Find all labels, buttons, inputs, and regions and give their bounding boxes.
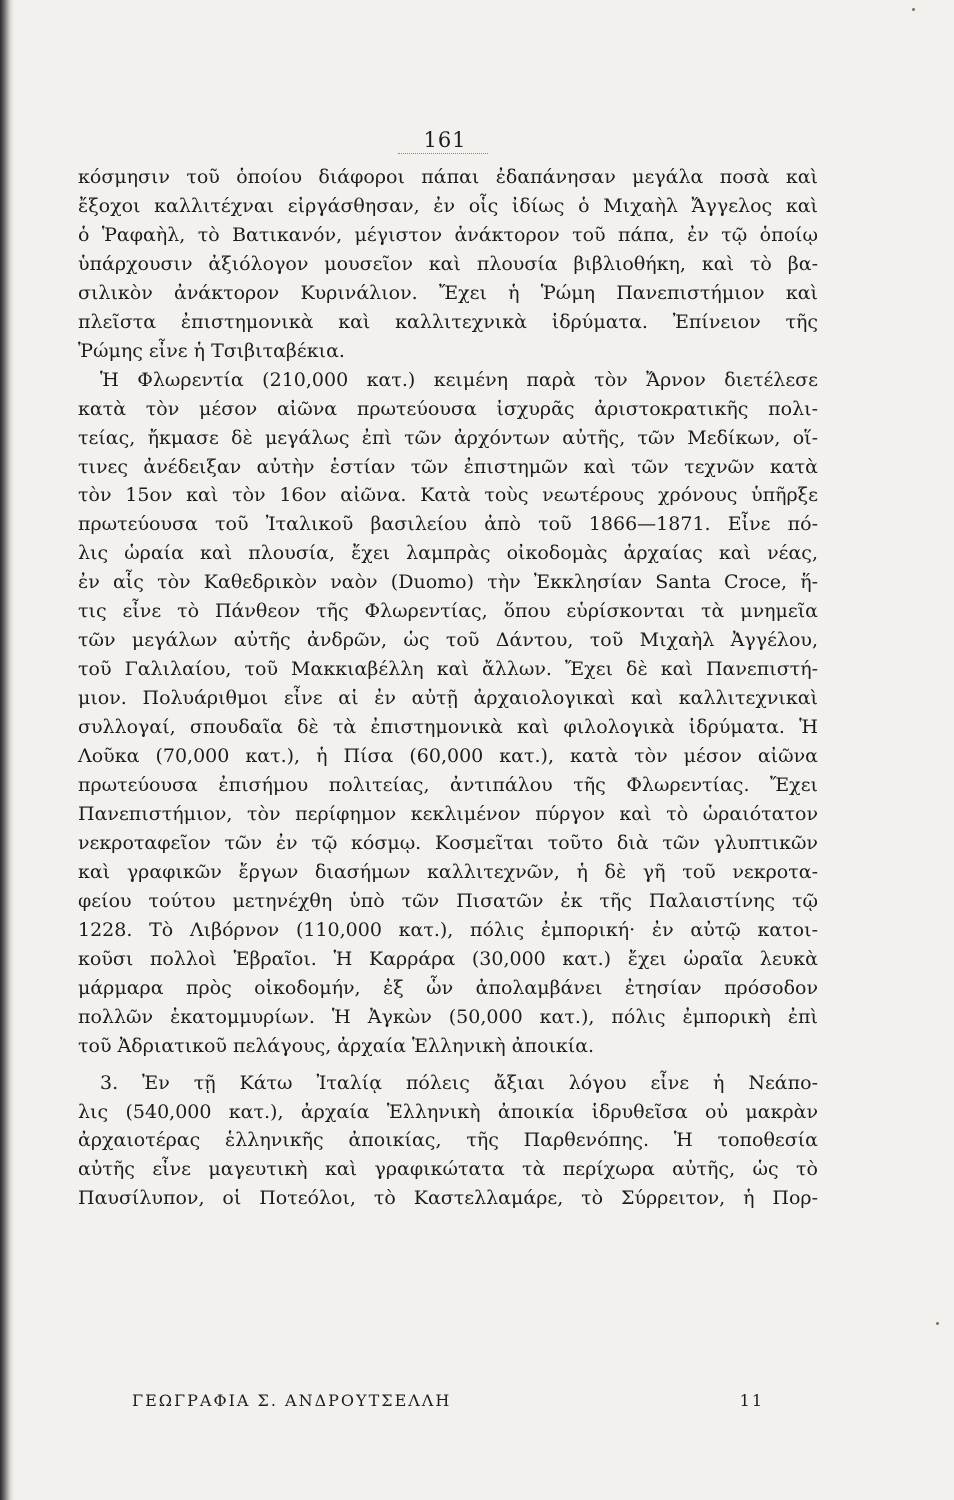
text-line: Ῥώμης εἶνε ἡ Τσιβιταβέκια. bbox=[78, 339, 345, 362]
text-line: Παυσίλυπον, οἱ Ποτεόλοι, τὸ Καστελλαμάρε, τὸ Σύρρειτον, ἡ Πορ- bbox=[78, 1187, 818, 1210]
binding-edge bbox=[0, 0, 14, 1500]
text-line: πολλῶν ἑκατομμυρίων. Ἡ Ἀγκὼν (50,000 κατ.), πόλις ἐμπορικὴ ἐπὶ bbox=[78, 1005, 818, 1028]
text-line: αὐτῆς εἶνε μαγευτικὴ καὶ γραφικώτατα τὰ περίχωρα αὐτῆς, ὡς τὸ bbox=[78, 1158, 818, 1181]
text-line: τὸν 15ον καὶ τὸν 16ον αἰῶνα. Κατὰ τοὺς νεωτέρους χρόνους ὑπῆρξε bbox=[78, 484, 818, 507]
text-line: τοῦ Γαλιλαίου, τοῦ Μακκιαβέλλη καὶ ἄλλων. Ἔχει δὲ καὶ Πανεπιστή- bbox=[78, 658, 818, 681]
text-line: μάρμαρα πρὸς οἰκοδομήν, ἐξ ὧν ἀπολαμβάνει ἐτησίαν πρόσοδον bbox=[78, 976, 818, 999]
body-text bbox=[78, 163, 818, 1213]
text-line: πλεῖστα ἐπιστημονικὰ καὶ καλλιτεχνικὰ ἱδρύματα. Ἐπίνειον τῆς bbox=[78, 310, 818, 333]
text-line: Πανεπιστήμιον, τὸν περίφημον κεκλιμένον πύργον καὶ τὸ ὡραιότατον bbox=[78, 802, 818, 825]
text-line: πρωτεύουσα τοῦ Ἰταλικοῦ βασιλείου ἀπὸ τοῦ 1866—1871. Εἶνε πό- bbox=[78, 513, 818, 536]
text-line: τοῦ Ἀδριατικοῦ πελάγους, ἀρχαία Ἑλληνικὴ ἀποικία. bbox=[78, 1034, 595, 1057]
header-rule bbox=[398, 153, 488, 154]
text-line: τῶν μεγάλων αὐτῆς ἀνδρῶν, ὡς τοῦ Δάντου, τοῦ Μιχαὴλ Ἀγγέλου, bbox=[78, 629, 818, 652]
printer-signature: ΓΕΩΓΡΑΦΙΑ Σ. ΑΝΔΡΟΥΤΣΕΛΛΗ bbox=[132, 1391, 452, 1410]
text-line: λις ὡραία καὶ πλουσία, ἔχει λαμπρὰς οἰκοδομὰς ἀρχαίας καὶ νέας, bbox=[78, 542, 818, 565]
text-line: ὁ Ῥαφαὴλ, τὸ Βατικανόν, μέγιστον ἀνάκτορον τοῦ πάπα, ἐν τῷ ὁποίῳ bbox=[78, 223, 818, 246]
text-line: συλλογαί, σπουδαῖα δὲ τὰ ἐπιστημονικὰ καὶ φιλολογικὰ ἱδρύματα. Ἡ bbox=[78, 716, 818, 739]
text-line: Λοῦκα (70,000 κατ.), ἡ Πίσα (60,000 κατ.), κατὰ τὸν μέσον αἰῶνα bbox=[78, 745, 818, 768]
text-line: ὑπάρχουσιν ἀξιόλογον μουσεῖον καὶ πλουσία βιβλιοθήκη, καὶ τὸ βα- bbox=[78, 252, 818, 275]
text-line: κόσμησιν τοῦ ὁποίου διάφοροι πάπαι ἐδαπάνησαν μεγάλα ποσὰ καὶ bbox=[78, 166, 818, 188]
text-line: λις (540,000 κατ.), ἀρχαία Ἑλληνικὴ ἀποικία ἱδρυθεῖσα οὐ μακρὰν bbox=[78, 1100, 818, 1123]
text-line: κοῦσι πολλοὶ Ἑβραῖοι. Ἡ Καρράρα (30,000 κατ.) ἔχει ὡραῖα λευκὰ bbox=[78, 947, 818, 970]
sheet-number: 11 bbox=[739, 1391, 764, 1410]
paper-speck bbox=[912, 8, 915, 11]
section-heading-line: 3. Ἐν τῇ Κάτω Ἰταλίᾳ πόλεις ἄξιαι λόγου εἶνε ἡ Νεάπο- bbox=[100, 1071, 818, 1094]
text-line: τινες ἀνέδειξαν αὐτὴν ἑστίαν τῶν ἐπιστημῶν καὶ τῶν τεχνῶν κατὰ bbox=[78, 455, 818, 478]
text-line: φείου τούτου μετηνέχθη ὑπὸ τῶν Πισατῶν ἐκ τῆς Παλαιστίνης τῷ bbox=[78, 889, 818, 912]
text-line: τείας, ἤκμασε δὲ μεγάλως ἐπὶ τῶν ἀρχόντων αὐτῆς, τῶν Μεδίκων, οἵ- bbox=[78, 426, 818, 449]
text-line: σιλικὸν ἀνάκτορον Κυρινάλιον. Ἔχει ἡ Ῥώμη Πανεπιστήμιον καὶ bbox=[78, 281, 818, 304]
text-line: 1228. Τὸ Λιβόρνον (110,000 κατ.), πόλις ἐμπορική· ἐν αὐτῷ κατοι- bbox=[78, 918, 818, 941]
text-line: νεκροταφεῖον τῶν ἐν τῷ κόσμῳ. Κοσμεῖται τοῦτο διὰ τῶν γλυπτικῶν bbox=[78, 831, 818, 854]
text-line: κατὰ τὸν μέσον αἰῶνα πρωτεύουσα ἰσχυρᾶς ἀριστοκρατικῆς πολι- bbox=[78, 397, 818, 420]
page-number: 161 bbox=[423, 128, 467, 152]
paragraph-start-line: Ἡ Φλωρεντία (210,000 κατ.) κειμένη παρὰ τὸν Ἄρνον διετέλεσε bbox=[100, 368, 818, 391]
paper-speck bbox=[936, 1322, 939, 1325]
text-line: καὶ γραφικῶν ἔργων διασήμων καλλιτεχνῶν, ἡ δὲ γῆ τοῦ νεκροτα- bbox=[78, 860, 818, 883]
text-line: ἔξοχοι καλλιτέχναι εἰργάσθησαν, ἐν οἷς ἰδίως ὁ Μιχαὴλ Ἄγγελος καὶ bbox=[78, 194, 818, 217]
text-line: τις εἶνε τὸ Πάνθεον τῆς Φλωρεντίας, ὅπου εὑρίσκονται τὰ μνημεῖα bbox=[78, 600, 818, 623]
text-line: μιον. Πολυάριθμοι εἶνε αἱ ἐν αὐτῇ ἀρχαιολογικαὶ καὶ καλλιτεχνικαὶ bbox=[78, 687, 818, 710]
text-line: ἐν αἷς τὸν Καθεδρικὸν ναὸν (Duomo) τὴν Ἐκκλησίαν Santa Croce, ἥ- bbox=[78, 571, 818, 594]
text-line: πρωτεύουσα ἐπισήμου πολιτείας, ἀντιπάλου τῆς Φλωρεντίας. Ἔχει bbox=[78, 774, 818, 797]
text-line: ἀρχαιοτέρας ἑλληνικῆς ἀποικίας, τῆς Παρθενόπης. Ἡ τοποθεσία bbox=[78, 1129, 818, 1152]
